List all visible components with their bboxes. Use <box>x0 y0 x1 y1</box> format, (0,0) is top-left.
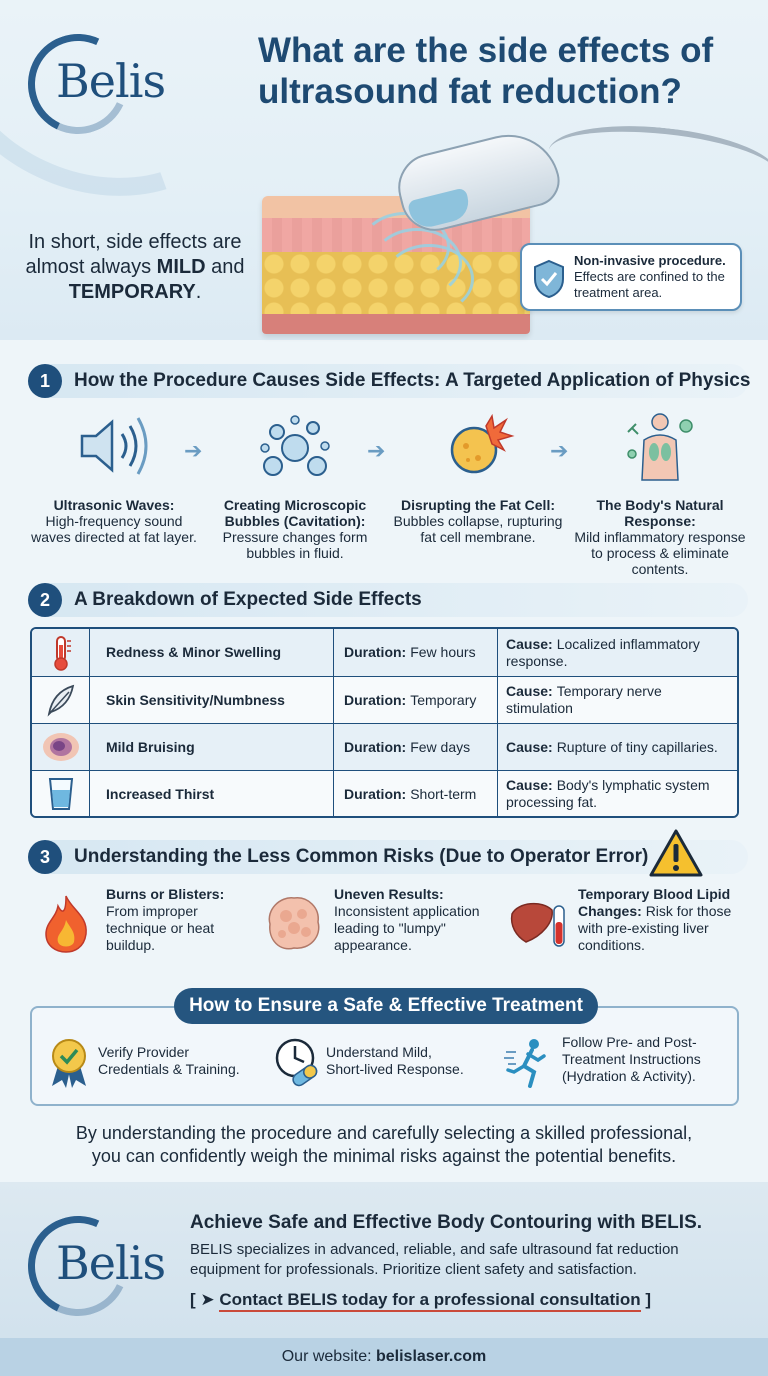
step-title: Creating Microscopic Bubbles (Cavitation): <box>223 497 367 529</box>
risk-title: Uneven Results: <box>334 886 444 902</box>
risk-title: Burns or Blisters: <box>106 886 225 902</box>
cause-value: Body's lymphatic system processing fat. <box>506 777 710 810</box>
speaker-icon <box>74 410 154 482</box>
hero-section <box>0 0 768 340</box>
closing-statement <box>20 1122 748 1168</box>
safe-line: Verify Provider <box>98 1044 190 1060</box>
shield-check-icon <box>532 259 566 299</box>
risk-text <box>578 886 742 954</box>
duration-label: Duration: <box>344 738 407 755</box>
website-link[interactable]: belislaser.com <box>375 1348 487 1365</box>
callout-title: Non-invasive procedure. <box>574 253 726 268</box>
duration-label: Duration: <box>344 644 407 660</box>
table-row <box>32 770 737 817</box>
risk-title: Temporary Blood Lipid Changes: <box>578 886 731 919</box>
arrow-icon: ➔ <box>367 438 386 463</box>
feather-icon <box>43 682 79 718</box>
clock-pill-icon <box>274 1036 320 1088</box>
belis-logo <box>28 34 188 134</box>
side-effect-name: Skin Sensitivity/Numbness <box>90 677 334 723</box>
cause-cell <box>498 677 737 723</box>
lead-mild: MILD <box>156 256 206 278</box>
section-number: 1 <box>28 364 62 398</box>
lead-period: . <box>195 281 202 303</box>
duration-label: Duration: <box>344 785 407 802</box>
row-icon-cell <box>32 724 90 770</box>
safe-line: Follow Pre- and Post- <box>562 1034 697 1050</box>
cause-value: Rupture of tiny capillaries. <box>556 738 718 755</box>
safe-item-text <box>98 1044 240 1078</box>
body-response-icon <box>620 410 700 482</box>
step-desc: Mild inflammatory response to process & eliminate contents. <box>574 529 746 577</box>
row-icon-cell <box>32 629 90 676</box>
step-title: Ultrasonic Waves: <box>53 497 175 513</box>
closing-line: you can confidently weigh the minimal risks against the potential benefits. <box>91 1146 677 1166</box>
section-number: 2 <box>28 583 62 617</box>
side-effect-name: Mild Bruising <box>90 724 334 770</box>
duration-value: Temporary <box>410 691 477 708</box>
logo-wordmark: Belis <box>56 1236 166 1290</box>
hero-lead <box>20 230 250 305</box>
step-cavitation <box>205 410 385 561</box>
table-row <box>32 629 737 676</box>
step-desc: High-frequency sound waves directed at fat layer. <box>31 513 197 545</box>
cause-cell <box>498 771 737 817</box>
thermometer-icon <box>50 635 72 671</box>
duration-label: Duration: <box>344 691 407 708</box>
section-title: Understanding the Less Common Risks (Due to Operator Error) <box>74 846 649 867</box>
website-bar <box>0 1338 768 1376</box>
side-effect-name: Redness & Minor Swelling <box>90 629 334 676</box>
safe-line: Credentials & Training. <box>98 1061 240 1077</box>
duration-value: Short-term <box>410 785 477 802</box>
award-ribbon-icon <box>46 1036 92 1088</box>
step-ultrasonic-waves <box>24 410 204 545</box>
step-disrupting-fat-cell <box>388 410 568 545</box>
cause-cell <box>498 724 737 770</box>
cause-value: Temporary nerve stimulation <box>506 683 662 716</box>
duration-value: Few hours <box>410 644 476 660</box>
cta-bracket-close: ] <box>640 1290 652 1309</box>
cta-bracket-open: [ ➤ <box>190 1290 220 1309</box>
lumpy-skin-icon <box>264 892 324 954</box>
step-title: The Body's Natural Response: <box>596 497 724 529</box>
safe-item-text <box>326 1044 464 1078</box>
cause-label: Cause: <box>506 777 553 793</box>
step-desc: Bubbles collapse, rupturing fat cell membrane. <box>393 513 563 545</box>
closing-line: By understanding the procedure and carefully selecting a skilled professional, <box>75 1123 693 1143</box>
runner-icon <box>504 1036 550 1088</box>
risk-text <box>106 886 246 954</box>
footer-body: BELIS specializes in advanced, reliable, and safe ultrasound fat reduction equipment for professionals. Prioritize client safety and satisfaction. <box>190 1241 679 1278</box>
warning-icon <box>648 828 704 878</box>
step-title: Disrupting the Fat Cell: <box>401 497 555 513</box>
section-3-header <box>28 840 748 874</box>
bubbles-icon <box>255 410 335 482</box>
cause-label: Cause: <box>506 738 553 755</box>
side-effects-table <box>30 627 739 818</box>
cause-value: Localized inflammatory response. <box>506 635 700 669</box>
belis-logo-footer <box>28 1216 188 1316</box>
duration-cell <box>334 771 498 817</box>
arrow-icon: ➔ <box>550 438 569 463</box>
duration-cell <box>334 677 498 723</box>
lead-text: In short, side effects are almost always <box>25 231 242 278</box>
logo-wordmark: Belis <box>56 54 166 108</box>
page-title: What are the side effects of ultrasound fat reduction? <box>258 31 714 111</box>
non-invasive-callout <box>520 243 742 311</box>
duration-cell <box>334 724 498 770</box>
cause-label: Cause: <box>506 635 553 652</box>
risk-desc: From improper technique or heat buildup. <box>106 903 215 953</box>
step-body-response <box>570 410 750 577</box>
risk-text <box>334 886 500 954</box>
risk-desc: Risk for those with pre-existing liver conditions. <box>578 903 732 953</box>
liver-blood-icon <box>508 892 568 954</box>
table-row <box>32 676 737 723</box>
ultrasound-probe-icon <box>391 124 565 238</box>
risk-desc: Inconsistent application leading to "lumpy" appearance. <box>334 903 480 953</box>
section-2-header <box>28 583 748 617</box>
section-title: A Breakdown of Expected Side Effects <box>74 589 422 610</box>
contact-link[interactable]: Contact BELIS today for a professional consultation <box>219 1290 640 1312</box>
fat-cell-burst-icon <box>438 410 518 482</box>
row-icon-cell <box>32 771 90 817</box>
safe-treatment-title: How to Ensure a Safe & Effective Treatment <box>174 988 598 1024</box>
footer-title: Achieve Safe and Effective Body Contouring with BELIS. <box>190 1212 703 1233</box>
arrow-icon: ➔ <box>184 438 203 463</box>
duration-value: Few days <box>410 738 471 755</box>
safe-line: Treatment Instructions <box>562 1051 701 1067</box>
section-number: 3 <box>28 840 62 874</box>
section-1-header <box>28 364 751 398</box>
website-label: Our website: <box>281 1348 376 1365</box>
lead-temporary: TEMPORARY <box>68 281 196 303</box>
safe-item-text <box>562 1034 701 1085</box>
section-title: How the Procedure Causes Side Effects: A Targeted Application of Physics <box>74 370 751 391</box>
row-icon-cell <box>32 677 90 723</box>
safe-line: (Hydration & Activity). <box>562 1068 696 1084</box>
probe-cable <box>545 116 768 210</box>
cause-label: Cause: <box>506 683 553 699</box>
contact-cta[interactable] <box>190 1290 651 1310</box>
cause-cell <box>498 629 737 676</box>
lead-and: and <box>205 256 245 278</box>
side-effect-name: Increased Thirst <box>90 771 334 817</box>
flame-icon <box>36 892 96 954</box>
water-glass-icon <box>47 776 75 812</box>
safe-line: Understand Mild, <box>326 1044 432 1060</box>
callout-body: Effects are confined to the treatment area. <box>574 269 725 300</box>
safe-line: Short-lived Response. <box>326 1061 464 1077</box>
table-row <box>32 723 737 770</box>
duration-cell <box>334 629 498 676</box>
bruise-icon <box>41 729 81 765</box>
ultrasound-wave <box>384 244 474 314</box>
step-desc: Pressure changes form bubbles in fluid. <box>222 529 368 561</box>
